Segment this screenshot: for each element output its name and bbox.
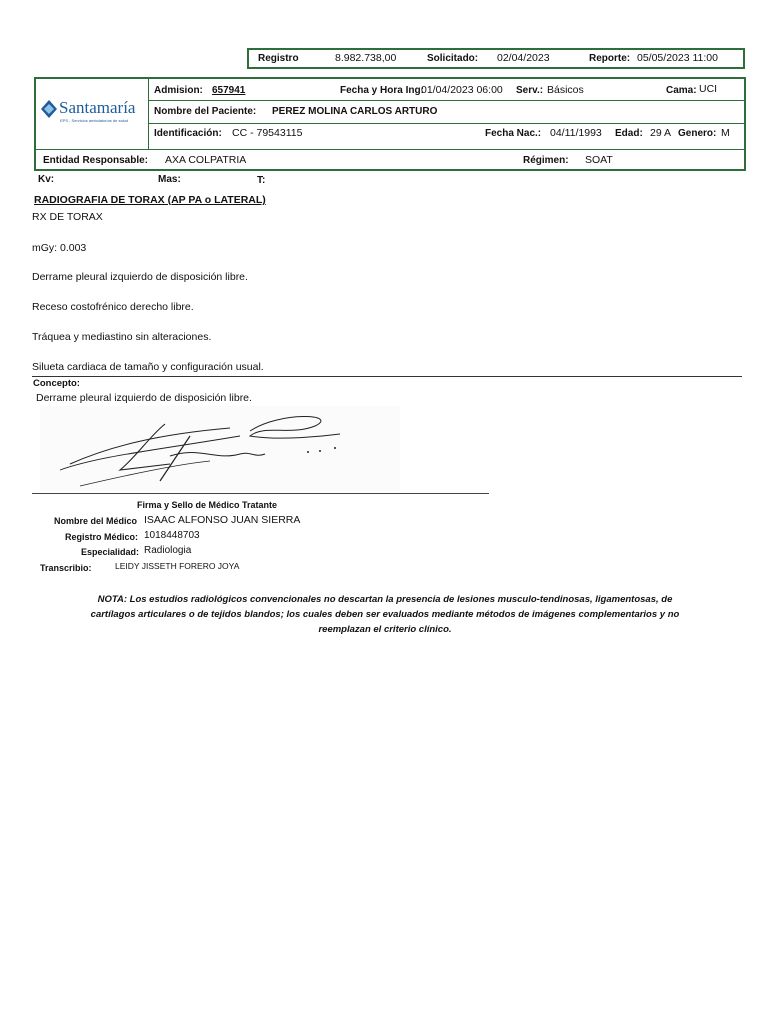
admision-label: Admision: [154,85,203,96]
nombre-paciente-label: Nombre del Paciente: [154,106,257,117]
cama-label: Cama: [666,85,697,96]
mas-label: Mas: [158,174,181,185]
nombre-paciente-value: PEREZ MOLINA CARLOS ARTURO [272,106,438,117]
row-divider-3 [35,149,745,150]
transcribio-label: Transcribio: [40,563,92,573]
solicitado-label: Solicitado: [427,53,479,64]
reporte-value: 05/05/2023 11:00 [637,52,718,64]
registro-medico-value: 1018448703 [144,530,200,541]
identificacion-label: Identificación: [154,128,222,139]
study-title: RADIOGRAFIA DE TORAX (AP PA o LATERAL) [34,194,266,206]
firma-sello-label: Firma y Sello de Médico Tratante [137,500,278,510]
fecha-ing-label: Fecha y Hora Ing: [340,85,424,96]
logo-drop-icon [40,100,58,120]
row-divider-2 [149,123,745,124]
regimen-label: Régimen: [523,155,569,166]
registro-medico-label: Registro Médico: [65,532,139,542]
study-line: Derrame pleural izquierdo de disposición libre. [32,271,248,283]
serv-label: Serv.: [516,85,544,96]
especialidad-label: Especialidad: [81,547,140,557]
solicitado-value: 02/04/2023 [497,52,550,64]
study-line: mGy: 0.003 [32,242,87,254]
entidad-label: Entidad Responsable: [43,155,149,166]
study-line: Tráquea y mediastino sin alteraciones. [32,331,212,343]
nombre-medico-value: ISAAC ALFONSO JUAN SIERRA [144,514,301,526]
regimen-value: SOAT [585,154,613,166]
edad-label: Edad: [615,128,643,139]
kv-label: Kv: [38,174,55,185]
genero-label: Genero: [678,128,717,139]
admision-value: 657941 [212,85,246,96]
entidad-value: AXA COLPATRIA [165,154,247,166]
genero-value: M [721,127,730,139]
santamaria-logo [40,98,148,126]
concepto-divider [32,376,742,377]
concepto-label: Concepto: [33,378,80,389]
serv-value: Básicos [547,84,584,96]
study-line: Receso costofrénico derecho libre. [32,301,194,313]
doctor-signature-image [40,406,400,491]
identificacion-value: CC - 79543115 [232,127,303,139]
concepto-text: Derrame pleural izquierdo de disposición libre. [36,392,252,404]
edad-value: 29 A [650,127,672,139]
t-label: T: [257,175,266,186]
cama-value: UCI [699,83,718,95]
signature-line [32,493,489,494]
note-line-3: reemplazan el criterio clínico. [318,624,452,635]
note-line-2: cartílagos articulares o de tejidos blandos; los cuales deben ser evaluados mediante métodos de imágenes complementarios y no [90,609,680,620]
fecha-nac-label: Fecha Nac.: [485,128,542,139]
especialidad-value: Radiologia [144,545,192,556]
logo-name: Santamaría [59,98,136,117]
fecha-nac-value: 04/11/1993 [550,127,602,139]
reporte-label: Reporte: [589,53,631,64]
fecha-ing-value: 01/04/2023 06:00 [421,84,503,96]
logo-tagline: EPS - Servicios ambulatorios de salud [60,118,129,123]
row-divider-1 [149,100,745,101]
study-line: Silueta cardiaca de tamaño y configuración usual. [32,361,264,373]
study-line: RX DE TORAX [32,211,103,223]
logo-divider [148,78,149,149]
registro-value: 8.982.738,00 [335,52,397,64]
registro-label: Registro [258,53,299,64]
note-line-1: NOTA: Los estudios radiológicos convencionales no descartan la presencia de lesiones musculo-tendinosas, ligamentosas, de [97,594,673,605]
nombre-medico-label: Nombre del Médico [54,516,138,526]
transcribio-value: LEIDY JISSETH FORERO JOYA [115,561,240,571]
disclaimer-note [60,592,710,637]
